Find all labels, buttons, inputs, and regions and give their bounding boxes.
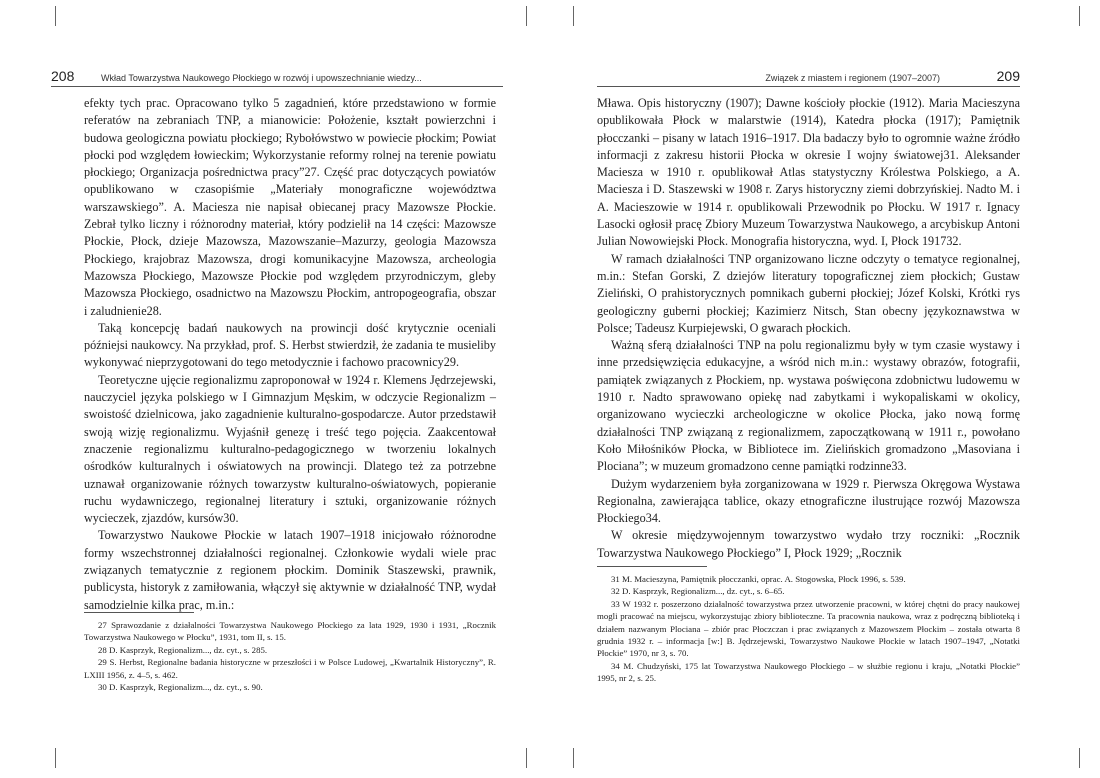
crop-mark <box>55 748 56 768</box>
crop-mark <box>573 748 574 768</box>
footnote-rule <box>597 566 707 567</box>
footnote: 32 D. Kasprzyk, Regionalizm..., dz. cyt., s. 6–65. <box>611 586 785 597</box>
footnote: 27 Sprawozdanie z działalności Towarzystwa Naukowego Płockiego za lata 1929, 1930 i 1931, „Rocznik Towarzystwa Naukowego w Płocku”, 1931, tom II, s. 15. <box>84 620 496 643</box>
footnote: 29 S. Herbst, Regionalne badania historyczne w przeszłości i w Polsce Ludowej, „Kwartalnik Historyczny”, R. LXIII 1956, z. 4–5, s. 462. <box>84 657 496 680</box>
paragraph: W ramach działalności TNP organizowano liczne odczyty o tematyce regionalnej, m.in.: Stefan Gorski, Z dziejów literatury topograficznej ziem płockich; Gustaw Zieliński, O prahistorycznych pomnikach guberni płockiej; Józef Kolski, Krótki rys geologiczny guberni płockiej; Kazimierz Nitsch, Stan obecny językoznawstwa w Polsce; Tadeusz Kurpiejewski, O gwarach płockich. <box>597 251 1020 335</box>
page-number: 208 <box>51 68 75 84</box>
left-body-text <box>84 95 496 614</box>
crop-mark <box>55 6 56 26</box>
footnote: 34 M. Chudzyński, 175 lat Towarzystwa Naukowego Płockiego – w służbie regionu i kraju, „Notatki Płockie” 1995, nr 2, s. 25. <box>597 660 1020 684</box>
paragraph: W okresie międzywojennym towarzystwo wydało trzy roczniki: „Rocznik Towarzystwa Naukowego Płockiego” I, Płock 1929; „Rocznik <box>597 528 1020 560</box>
left-page-header <box>51 64 503 87</box>
footnote-rule <box>84 612 194 613</box>
footnote: 28 D. Kasprzyk, Regionalizm..., dz. cyt., s. 285. <box>98 644 268 655</box>
paragraph: Dużym wydarzeniem była zorganizowana w 1929 r. Pierwsza Okręgowa Wystawa Regionalna, zawierająca tablice, okazy etnograficzne ilustrujące rozwój Mazowsza Płockiego34. <box>597 476 1020 526</box>
crop-mark <box>573 6 574 26</box>
paragraph: efekty tych prac. Opracowano tylko 5 zagadnień, które przedstawiono w formie referatów na zebraniach TNP, a mianowicie: Położenie, kształt powierzchni i budowa geologiczna powiatu płockiego; Rybołówstwo w powiecie płockim; Powiat płocki pod względem łowieckim; Wykorzystanie reformy rolnej na terenie powiatu płockiego; Organizacja pośrednictwa pracy”27. Część prac dotyczących powiatów opublikowano w czasopiśmie „Materiały monograficzne województwa warszawskiego”. A. Maciesza nie napisał obiecanej pracy Mazowsze Płockie. Zebrał tylko liczny i różnorodny materiał, który podzielił na 14 części: Mazowsze Płockie, Płock, dzieje Mazowsza, Mazowszanie–Mazurzy, geologia Mazowsza Płockiego, krajobraz Mazowsza, drogi komunikacyjne Mazowsza, archeologia Mazowsza Płockiego, Mazowsze Płockie pod względem przyrodniczym, gleby Mazowsza Płockiego, osadnictwo na Mazowszu Płockim, antropogeografia, obszar i zaludnienie28. <box>84 96 496 318</box>
paragraph: Taką koncepcję badań naukowych na prowincji dość krytycznie oceniali późniejsi naukowcy. Na przykład, prof. S. Herbst stwierdził, że zadania te musieliby wykonywać nieprzygotowani do tego metodycznie i fachowo pracownicy29. <box>84 320 496 370</box>
crop-mark <box>1079 6 1080 26</box>
right-page <box>597 64 1020 684</box>
left-page <box>51 64 503 693</box>
left-footnotes <box>84 612 496 693</box>
crop-mark <box>526 6 527 26</box>
crop-mark <box>1079 748 1080 768</box>
paragraph: Ważną sferą działalności TNP na polu regionalizmu były w tym czasie wystawy i inne przedsięwzięcia edukacyjne, a wśród nich m.in.: wystawy obrazów, fotografii, pamiątek związanych z Płockiem, np. wystawa poświęcona zdobnictwu ludowemu w 1910 r. Nadto sprawowano opiekę nad zabytkami i wykopaliskami w okolicy, organizowano wycieczki archeologiczne w okolice Płocka, jako nową formę działalności TNP związaną z regionalizmem, zapoczątkowaną w 1911 r., powołano Koło Miłośników Płocka, w Bibliotece im. Zielińskich gromadzono „Masoviana i Plociana”; w muzeum gromadzono cenne pamiątki rodzinne33. <box>597 338 1020 474</box>
paragraph: Teoretyczne ujęcie regionalizmu zaproponował w 1924 r. Klemens Jędrzejewski, nauczyciel języka polskiego w I Gimnazjum Męskim, w odczycie Regionalizm – swoistość dzielnicowa, jako zagadnienie kulturalno-gospodarcze. Autor przedstawił swoją wizję regionalizmu. Wyjaśnił genezę i treść tego pojęcia. Zaakcentował znaczenie regionalizmu kulturalno-pedagogicznego w tworzeniu lokalnych ośrodków kulturalnych i oświatowych na prowincji. Dlatego też za potrzebne uznawał organizowanie różnych towarzystw kulturalno-oświatowych, popieranie ruchu wydawniczego, regionalnej literatury i sztuki, organizowanie różnych wycieczek, zjazdów, kursów30. <box>84 372 496 526</box>
paragraph: Mława. Opis historyczny (1907); Dawne kościoły płockie (1912). Maria Macieszyna opublikowała Płock w malarstwie (1914), Katedra płocka (1917); Pamiętnik płocczanki – pisany w latach 1916–1917. Dla badaczy było to ogromnie ważne źródło informacji z zakresu historii Płocka w okresie I wojny światowej31. Aleksander Maciesza w 1910 r. opublikował Atlas statystyczny Królestwa Polskiego, a A. Maciesza i D. Staszewski w 1908 r. Zarys historyczny ziemi dobrzyńskiej. Nadto M. i A. Macieszowie w 1914 r. opublikowali Przewodnik po Płocku. W 1917 r. Ignacy Lasocki ogłosił pracę Zbiory Muzeum Towarzystwa Naukowego, a arcybiskup Antoni Julian Nowowiejski Płock. Monografia historyczna, wyd. I, Płock 191732. <box>597 96 1020 249</box>
footnote: 30 D. Kasprzyk, Regionalizm..., dz. cyt., s. 90. <box>98 682 263 693</box>
running-head: Wkład Towarzystwa Naukowego Płockiego w rozwój i upowszechnianie wiedzy... <box>101 73 422 83</box>
running-head: Związek z miastem i regionem (1907–2007) <box>765 73 940 83</box>
right-body-text <box>597 95 1020 562</box>
crop-mark <box>526 748 527 768</box>
right-footnotes <box>597 566 1020 685</box>
footnote: 31 M. Macieszyna, Pamiętnik płocczanki, oprac. A. Stogowska, Płock 1996, s. 539. <box>611 574 906 584</box>
footnote: 33 W 1932 r. poszerzono działalność towarzystwa przez utworzenie pracowni, w której chętni do pracy naukowej mogli pracować na miejscu, wykorzystując zbiory biblioteczne. Ta pracownia naukowa, wraz z podręczną biblioteką i działem nazwanym Plociana – zbiór prac Płoczczan i prac związanych z Mazowszem Płockim – została otwarta 8 grudnia 1932 r. – informacja [w:] B. Jędrzejewski, Towarzystwo Naukowe Płockie w latach 1907–1947, „Notatki Płockie” 1970, nr 3, s. 70. <box>597 598 1020 659</box>
right-page-header <box>597 64 1020 87</box>
page-number: 209 <box>996 68 1020 84</box>
paragraph: Towarzystwo Naukowe Płockie w latach 1907–1918 inicjowało różnorodne formy wszechstronnej działalności regionalnej. Członkowie wydali wiele prac związanych tematycznie z regionem płockim. Dominik Staszewski, prawnik, publicysta, historyk z zamiłowania, włączył się aktywnie w działalność TNP, wydał samodzielnie kilka prac, m.in.: <box>84 528 496 612</box>
